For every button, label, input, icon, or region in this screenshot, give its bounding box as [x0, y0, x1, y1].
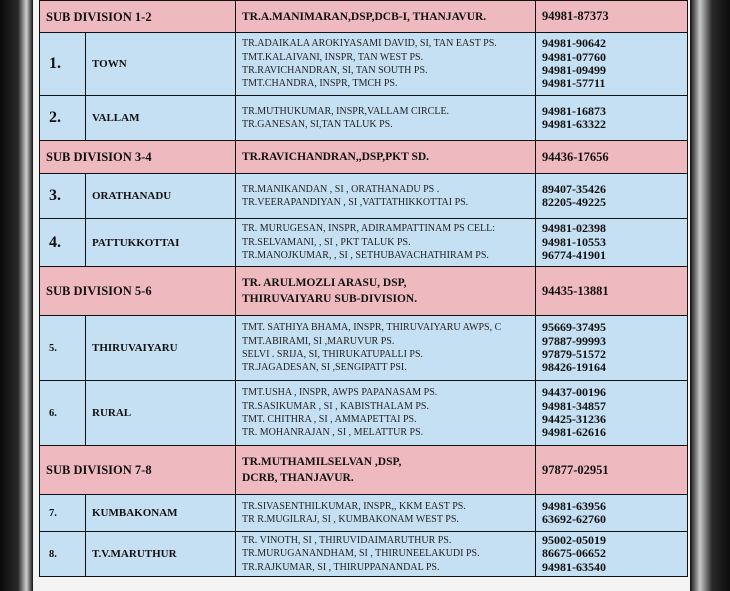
officer-cell [236, 446, 536, 495]
phone-cell [536, 316, 688, 381]
officer-name: TMT. CHITHRA , SI , AMMAPETTAI PS. [242, 414, 417, 425]
contact-table [39, 0, 688, 577]
sub-division-name: SUB DIVISION 5-6 [46, 284, 152, 298]
phone-number: 94981-10553 [542, 234, 606, 249]
officer-name: TR. ARULMOZLI ARASU, DSP, [242, 277, 407, 289]
sub-division-row [40, 1, 688, 33]
sub-division-row [40, 141, 688, 174]
phone-number: 86675-06652 [542, 546, 606, 561]
sub-division-row [40, 446, 688, 495]
station-name: VALLAM [86, 96, 236, 141]
officer-cell [236, 495, 536, 532]
right-edge-shadow [690, 0, 730, 591]
officer-name: TR.JAGADESAN, SI ,SENGIPATT PSI. [242, 362, 407, 374]
officer-name: TR.GANESAN, SI,TAN TALUK PS. [242, 119, 393, 130]
station-name: ORATHANADU [86, 174, 236, 219]
officer-cell [236, 316, 536, 381]
station-name: T.V.MARUTHUR [86, 532, 236, 577]
phone-number: 94425-31236 [542, 412, 606, 426]
officer-name: TMT.KALAIVANI, INSPR, TAN WEST PS. [242, 51, 424, 63]
phone-cell [536, 267, 688, 316]
phone-number: 94981-63540 [542, 559, 606, 574]
station-number: 4. [40, 219, 86, 267]
officer-cell [236, 381, 536, 446]
officer-name: TR.RAVICHANDRAN, SI, TAN SOUTH PS. [242, 65, 428, 76]
officer-name: TR.RAJKUMAR, SI , THIRUPPANANDAL PS. [242, 561, 440, 573]
phone-cell [536, 532, 688, 577]
officer-name: TR.ADAIKALA AROKIYASAMI DAVID, SI, TAN EAST PS. [242, 38, 497, 50]
phone-number: 95002-05019 [542, 532, 606, 547]
officer-name: TR.MUTHUKUMAR, INSPR,VALLAM CIRCLE. [242, 105, 450, 117]
station-row [40, 316, 688, 381]
phone-number: 82205-49225 [542, 195, 606, 209]
phone-number: 97879-51572 [542, 347, 606, 361]
officer-name: TR R.MUGILRAJ, SI , KUMBAKONAM WEST PS. [242, 514, 459, 525]
officer-cell [236, 174, 536, 219]
station-name: RURAL [86, 381, 236, 446]
sub-division-label [40, 446, 236, 495]
phone-number: 94981-34857 [542, 398, 606, 413]
sub-division-row [40, 267, 688, 316]
phone-cell [536, 174, 688, 219]
sub-division-name: SUB DIVISION 7-8 [46, 463, 152, 477]
phone-number: 97877-02951 [542, 462, 609, 477]
officer-cell [236, 33, 536, 96]
officer-name: TR.MURUGANANDHAM, SI , THIRUNEELAKUDI PS. [242, 548, 480, 560]
phone-cell [536, 495, 688, 532]
officer-name: TMT.ABIRAMI, SI ,MARUVUR PS. [242, 335, 395, 347]
phone-number: 94437-00196 [542, 385, 606, 400]
officer-cell [236, 96, 536, 141]
phone-number: 94981-02398 [542, 221, 606, 236]
officer-name: SELVI . SRIJA, SI, THIRUKATUPALLI PS. [242, 349, 424, 360]
station-row [40, 381, 688, 446]
phone-cell [536, 141, 688, 174]
station-number: 7. [40, 495, 86, 532]
station-number: 6. [40, 381, 86, 446]
sub-division-name: SUB DIVISION 1-2 [46, 9, 152, 24]
phone-number: 63692-62760 [542, 512, 606, 526]
officer-name: TMT.USHA , INSPR, AWPS PAPANASAM PS. [242, 387, 438, 399]
officer-name: TR.MANIKANDAN , SI , ORATHANADU PS . [242, 183, 440, 195]
officer-name: TR.MANOJKUMAR, , SI , SETHUBAVACHATHIRAM PS. [242, 250, 489, 262]
station-row [40, 96, 688, 141]
officer-name: TR.VEERAPANDIYAN , SI ,VATTATHIKKOTTAI PS. [242, 197, 469, 208]
sub-division-name: SUB DIVISION 3-4 [46, 150, 152, 164]
officer-cell [236, 532, 536, 577]
officer-name: TR.A.MANIMARAN,DSP,DCB-I, THANJAVUR. [242, 10, 487, 23]
station-name: KUMBAKONAM [86, 495, 236, 532]
officer-name: TR.SIVASENTHILKUMAR, INSPR,, KKM EAST PS. [242, 500, 466, 512]
officer-name: TMT. SATHIYA BHAMA, INSPR, THIRUVAIYARU AWPS, C [242, 322, 502, 334]
officer-name: DCRB, THANJAVUR. [242, 472, 354, 484]
officer-cell [236, 141, 536, 174]
officer-name: TR.SASIKUMAR , SI , KABISTHALAM PS. [242, 400, 429, 412]
station-number: 1. [40, 33, 86, 96]
officer-name: TMT.CHANDRA, INSPR, TMCH PS. [242, 78, 398, 90]
station-row [40, 174, 688, 219]
phone-number: 89407-35426 [542, 181, 606, 196]
phone-cell [536, 446, 688, 495]
officer-cell [236, 1, 536, 33]
station-number: 8. [40, 532, 86, 577]
phone-number: 94981-57711 [542, 76, 606, 91]
phone-cell [536, 381, 688, 446]
phone-number: 94981-07760 [542, 49, 606, 64]
phone-number: 94981-63956 [542, 498, 606, 513]
station-row [40, 532, 688, 577]
phone-number: 94981-09499 [542, 63, 606, 77]
phone-number: 97887-99993 [542, 333, 606, 348]
officer-name: TR.RAVICHANDRAN,,DSP,PKT SD. [242, 151, 430, 163]
sub-division-label [40, 1, 236, 33]
phone-cell [536, 96, 688, 141]
phone-number: 98426-19164 [542, 360, 606, 375]
phone-cell [536, 219, 688, 267]
sub-division-label [40, 267, 236, 316]
phone-cell [536, 33, 688, 96]
station-number: 3. [40, 174, 86, 219]
officer-name: THIRUVAIYARU SUB-DIVISION. [242, 293, 418, 305]
phone-cell [536, 1, 688, 33]
station-number: 2. [40, 96, 86, 141]
phone-number: 94981-63322 [542, 117, 606, 131]
officer-name: TR. MOHANRAJAN , SI , MELATTUR PS. [242, 427, 424, 439]
left-edge-shadow [0, 0, 33, 591]
officer-cell [236, 219, 536, 267]
station-name: TOWN [86, 33, 236, 96]
phone-number: 94981-16873 [542, 103, 606, 118]
station-row [40, 495, 688, 532]
officer-name: TR.MUTHAMILSELVAN ,DSP, [242, 456, 402, 468]
phone-number: 96774-41901 [542, 248, 606, 263]
phone-number: 94981-62616 [542, 425, 606, 440]
phone-number: 94981-87373 [542, 9, 609, 23]
officer-name: TR.SELVAMANI, , SI , PKT TALUK PS. [242, 236, 411, 248]
station-row [40, 219, 688, 267]
phone-number: 94436-17656 [542, 149, 609, 164]
phone-number: 94981-90642 [542, 36, 606, 51]
station-name: PATTUKKOTTAI [86, 219, 236, 267]
phone-number: 95669-37495 [542, 320, 606, 335]
officer-name: TR. MURUGESAN, INSPR, ADIRAMPATTINAM PS CELL: [242, 223, 496, 235]
station-name: THIRUVAIYARU [86, 316, 236, 381]
station-row [40, 33, 688, 96]
sub-division-label [40, 141, 236, 174]
officer-cell [236, 267, 536, 316]
station-number: 5. [40, 316, 86, 381]
officer-name: TR. VINOTH, SI , THIRUVIDAIMARUTHUR PS. [242, 534, 452, 546]
phone-number: 94435-13881 [542, 283, 609, 298]
